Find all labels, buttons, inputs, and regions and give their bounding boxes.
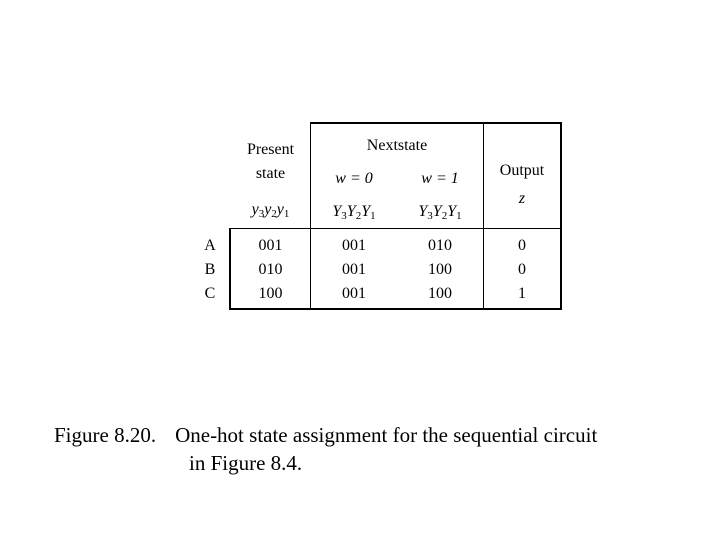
table-right-border — [560, 123, 562, 309]
output-variable: z — [518, 190, 526, 207]
output-c: 1 — [518, 285, 526, 302]
present-code-c: 100 — [258, 285, 283, 302]
next-w0-a: 001 — [342, 237, 366, 254]
state-label-a: A — [204, 237, 216, 254]
next-w1-c: 100 — [428, 285, 452, 302]
next-state-header: Nextstate — [366, 137, 428, 154]
output-b: 0 — [518, 261, 526, 278]
next-w0-c: 001 — [342, 285, 366, 302]
present-code-b: 010 — [258, 261, 283, 278]
output-a: 0 — [518, 237, 526, 254]
present-code-a: 001 — [258, 237, 283, 254]
table-top-border — [310, 122, 562, 124]
caption-label: Figure 8.20. — [54, 423, 157, 447]
next-w1-a: 010 — [428, 237, 452, 254]
state-label-c: C — [204, 285, 216, 302]
caption-line2: in Figure 8.4. — [189, 451, 303, 475]
present-state-header-line2: state — [255, 165, 286, 182]
caption-line1: One-hot state assignment for the sequential circuit — [175, 423, 598, 447]
w1-next-state-variables: $Y_3Y_2Y_1$ — [418, 203, 462, 222]
next-w1-b: 100 — [428, 261, 452, 278]
w0-next-state-variables: $Y_3Y_2Y_1$ — [332, 203, 376, 222]
present-state-variables: $y_3y_2y_1$ — [251, 201, 290, 220]
next-output-divider — [483, 123, 484, 309]
header-body-divider — [229, 228, 562, 229]
w1-column-header: w = 1 — [421, 170, 459, 187]
present-state-header-line1: Present — [246, 141, 295, 158]
figure-caption — [54, 421, 597, 449]
output-header: Output — [499, 162, 545, 179]
next-w0-b: 001 — [342, 261, 366, 278]
state-label-b: B — [204, 261, 216, 278]
table-bottom-border — [229, 308, 562, 310]
w0-column-header: w = 0 — [335, 170, 373, 187]
